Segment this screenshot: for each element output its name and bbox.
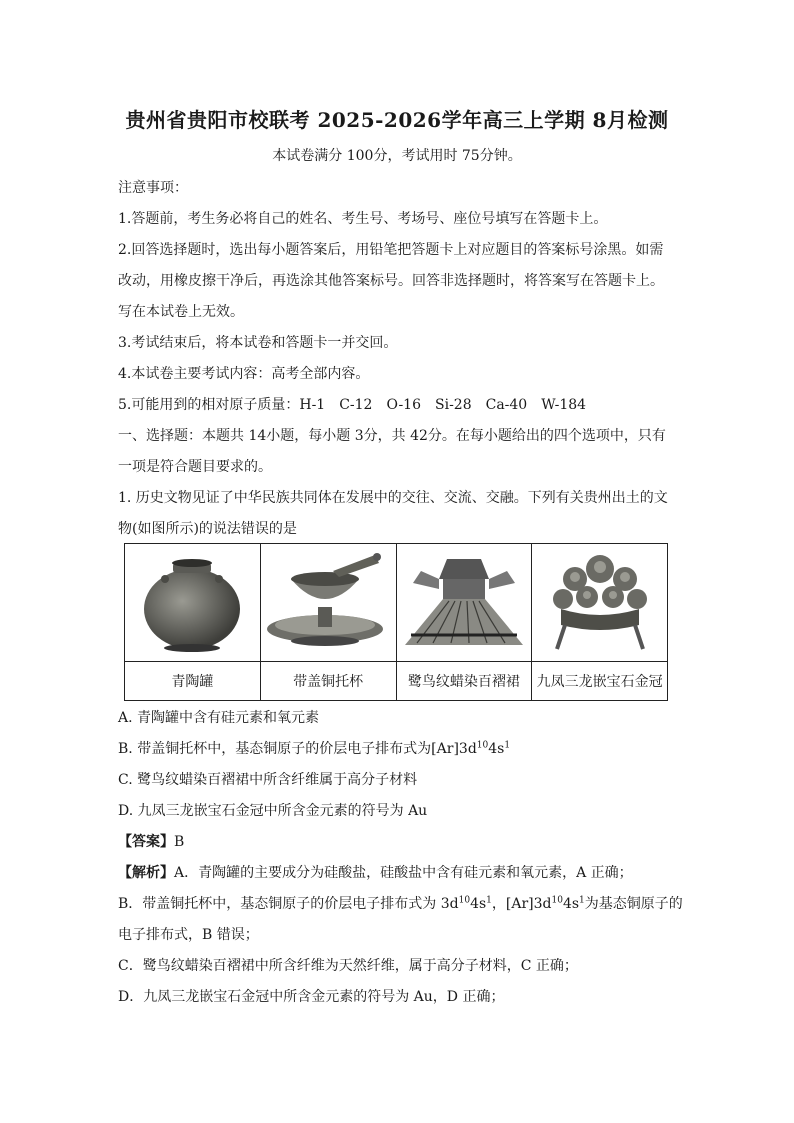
page-title: 贵州省贵阳市校联考 2025-2026学年高三上学期 8月检测 — [125, 108, 669, 132]
option-c: C. 鹭鸟纹蜡染百褶裙中所含纤维属于高分子材料 — [118, 772, 418, 788]
section-heading-cont: 一项是符合题目要求的。 — [118, 459, 272, 475]
relic-image-cell — [260, 544, 396, 662]
option-b-text: B. 带盖铜托杯中，基态铜原子的价层电子排布式为[Ar]3d — [118, 741, 477, 757]
notice-heading: 注意事项： — [118, 180, 188, 196]
analysis-a — [118, 863, 678, 883]
option-b-text: 4s — [488, 741, 505, 757]
answer-label: 【答案】 — [118, 834, 174, 850]
analysis-text: 4s — [562, 896, 580, 912]
relic-label: 青陶罐 — [125, 662, 261, 701]
relic-image-cell — [532, 544, 668, 662]
pottery-jar-image — [127, 549, 257, 657]
option-b — [118, 739, 678, 759]
answer-line — [118, 832, 678, 852]
analysis-text: 4s — [470, 896, 487, 912]
answer-value: B — [174, 834, 185, 850]
superscript: 1 — [579, 895, 585, 906]
analysis-c: C．鹭鸟纹蜡染百褶裙中所含纤维为天然纤维，属于高分子材料，C 正确； — [118, 958, 578, 974]
superscript: 10 — [458, 895, 471, 906]
relic-image-cell — [396, 544, 532, 662]
superscript: 1 — [504, 740, 511, 751]
option-d: D. 九凤三龙嵌宝石金冠中所含金元素的符号为 Au — [118, 803, 428, 819]
analysis-b — [118, 894, 683, 914]
relic-label: 九凤三龙嵌宝石金冠 — [532, 662, 668, 701]
notice-item-2-end: 写在本试卷上无效。 — [118, 304, 244, 320]
superscript: 10 — [476, 740, 489, 751]
section-heading: 一、选择题：本题共 14小题，每小题 3分，共 42分。在每小题给出的四个选项中，只有 — [118, 428, 666, 444]
notice-item-1: 1.答题前，考生务必将自己的姓名、考生号、考场号、座位号填写在答题卡上。 — [118, 211, 608, 227]
option-a: A. 青陶罐中含有硅元素和氧元素 — [118, 710, 320, 726]
relic-image-cell — [125, 544, 261, 662]
superscript: 10 — [551, 895, 563, 906]
notice-item-3: 3.考试结束后，将本试卷和答题卡一并交回。 — [118, 335, 398, 351]
notice-item-4: 4.本试卷主要考试内容：高考全部内容。 — [118, 366, 370, 382]
relic-label: 鹭鸟纹蜡染百褶裙 — [396, 662, 532, 701]
question-stem: 1. 历史文物见证了中华民族共同体在发展中的交往、交流、交融。下列有关贵州出土的文 — [118, 490, 668, 506]
analysis-text: ，[Ar]3d — [491, 896, 552, 912]
notice-item-5: 5.可能用到的相对原子质量：H-1 C-12 O-16 Si-28 Ca-40 W-184 — [118, 397, 587, 413]
exam-info: 本试卷满分 100分，考试用时 75分钟。 — [272, 148, 522, 164]
notice-item-2: 2.回答选择题时，选出每小题答案后，用铅笔把答题卡上对应题目的答案标号涂黑。如需 — [118, 242, 664, 258]
analysis-text: B．带盖铜托杯中，基态铜原子的价层电子排布式为 3d — [118, 896, 459, 912]
bronze-cup-image — [263, 549, 393, 657]
analysis-d: D．九凤三龙嵌宝石金冠中所含金元素的符号为 Au，D 正确； — [118, 989, 505, 1005]
batik-skirt-image — [399, 549, 529, 657]
gold-crown-image — [535, 549, 665, 657]
question-stem-cont: 物(如图所示)的说法错误的是 — [118, 521, 297, 537]
relics-table — [124, 543, 668, 701]
analysis-b-cont: 电子排布式，B 错误； — [118, 927, 259, 943]
analysis-text: 为基态铜原子的 — [584, 896, 683, 912]
analysis-label: 【解析】 — [118, 865, 174, 881]
analysis-text: A．青陶罐的主要成分为硅酸盐，硅酸盐中含有硅元素和氧元素，A 正确； — [174, 865, 633, 881]
superscript: 1 — [486, 895, 492, 906]
relic-label: 带盖铜托杯 — [260, 662, 396, 701]
notice-item-2-cont: 改动，用橡皮擦干净后，再选涂其他答案标号。回答非选择题时，将答案写在答题卡上。 — [118, 273, 664, 289]
